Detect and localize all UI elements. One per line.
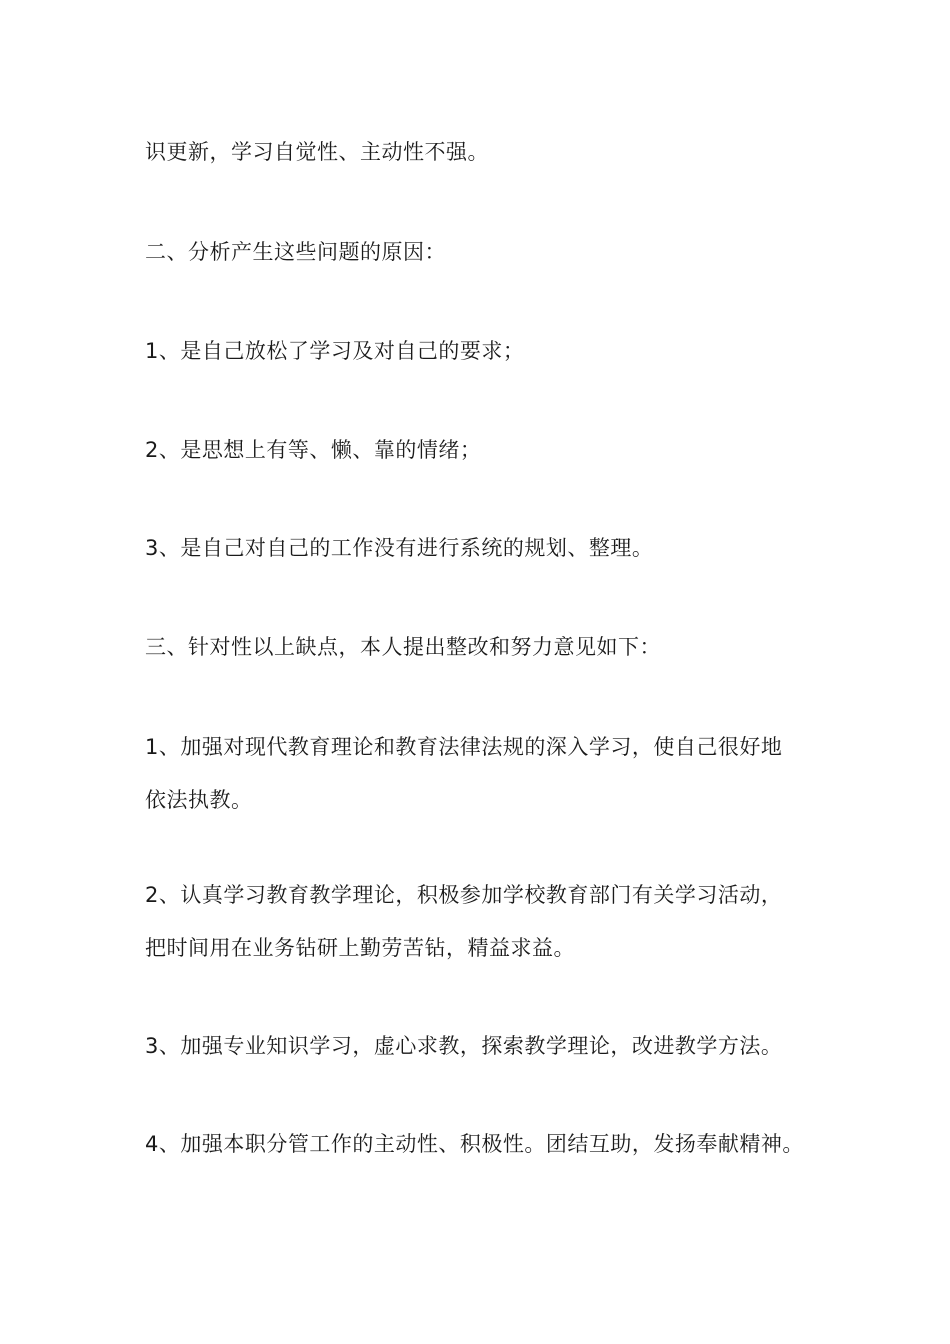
paragraph-line: 2、认真学习教育教学理论，积极参加学校教育部门有关学习活动， — [145, 883, 783, 907]
paragraph-line: 把时间用在业务钻研上勤劳苦钻，精益求益。 — [145, 936, 575, 960]
paragraph-line: 3、是自己对自己的工作没有进行系统的规划、整理。 — [145, 536, 654, 560]
paragraph-line: 识更新，学习自觉性、主动性不强。 — [145, 140, 489, 164]
measure-item-1 — [145, 721, 835, 827]
measure-item-2 — [145, 869, 835, 975]
paragraph-line: 依法执教。 — [145, 788, 253, 812]
section-heading-2 — [145, 226, 835, 279]
measure-item-3 — [145, 1020, 835, 1073]
cause-item-3 — [145, 522, 835, 575]
paragraph-line: 三、针对性以上缺点，本人提出整改和努力意见如下： — [145, 635, 661, 659]
section-heading-3 — [145, 621, 835, 674]
paragraph-line: 2、是思想上有等、懒、靠的情绪； — [145, 438, 482, 462]
paragraph-line: 4、加强本职分管工作的主动性、积极性。团结互助，发扬奉献精神。 — [145, 1132, 804, 1156]
paragraph-line: 1、加强对现代教育理论和教育法律法规的深入学习，使自己很好地 — [145, 735, 783, 759]
paragraph-line: 二、分析产生这些问题的原因： — [145, 240, 446, 264]
paragraph-1 — [145, 126, 835, 179]
measure-item-4 — [145, 1118, 835, 1171]
paragraph-line: 3、加强专业知识学习，虚心求教，探索教学理论，改进教学方法。 — [145, 1034, 783, 1058]
cause-item-2 — [145, 424, 835, 477]
paragraph-line: 1、是自己放松了学习及对自己的要求； — [145, 339, 525, 363]
cause-item-1 — [145, 325, 835, 378]
